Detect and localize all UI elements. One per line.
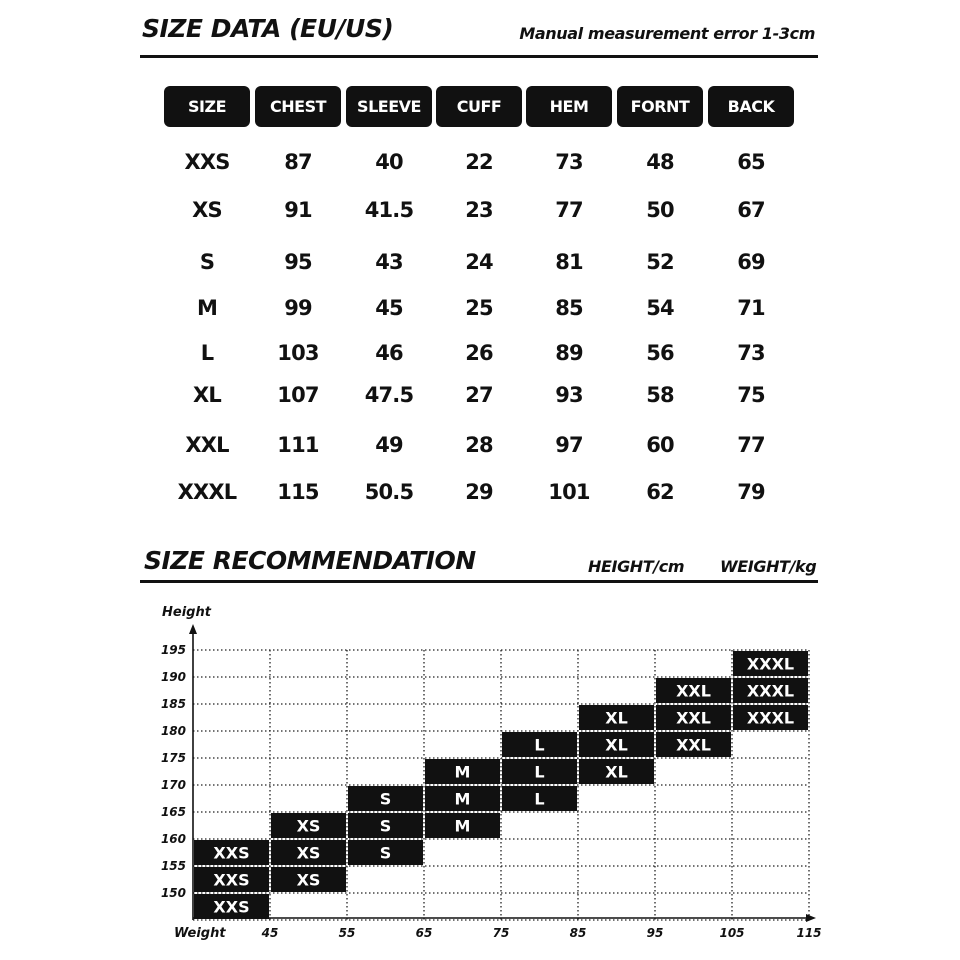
size-cell-label: XL	[605, 735, 628, 755]
measurement-cell: 107	[277, 383, 319, 407]
size-cell-label: M	[454, 816, 471, 836]
size-cell-label: XXL	[676, 708, 711, 728]
size-cell-label: XXS	[213, 870, 250, 890]
x-tick-label: 85	[569, 926, 587, 940]
column-header-chest: CHEST	[255, 86, 341, 127]
y-tick-label: 190	[160, 670, 186, 684]
measurement-cell: 50.5	[364, 480, 414, 504]
size-label-cell: L	[200, 341, 214, 365]
y-tick-label: 160	[160, 832, 186, 846]
size-label-cell: S	[199, 250, 215, 274]
size-cell-label: XXXL	[746, 681, 795, 701]
measurement-cell: 95	[284, 250, 312, 274]
measurement-cell: 111	[277, 433, 319, 457]
size-label-cell: XXL	[185, 433, 229, 457]
size-cell-label: S	[379, 789, 392, 809]
size-cell-label: M	[454, 789, 471, 809]
y-axis-label: Height	[162, 605, 211, 620]
size-cell-label: XXL	[676, 735, 711, 755]
measurement-cell: 79	[737, 480, 765, 504]
measurement-cell: 91	[284, 198, 312, 222]
size-cell-label: S	[379, 843, 392, 863]
measurement-note: Manual measurement error 1-3cm	[519, 24, 815, 43]
column-header-cuff: CUFF	[436, 86, 522, 127]
size-cell-label: M	[454, 762, 471, 782]
measurement-cell: 54	[646, 296, 674, 320]
measurement-cell: 52	[646, 250, 674, 274]
measurement-cell: 75	[737, 383, 765, 407]
size-label-cell: XXXL	[177, 480, 237, 504]
x-axis-arrow	[806, 914, 816, 922]
weight-unit-label: WEIGHT/kg	[720, 557, 817, 576]
size-cell-label: XS	[296, 870, 321, 890]
measurement-cell: 41.5	[364, 198, 414, 222]
x-tick-label: 65	[415, 926, 433, 940]
size-label-cell: XXS	[184, 150, 230, 174]
measurement-cell: 40	[375, 150, 403, 174]
measurement-cell: 103	[277, 341, 319, 365]
x-axis-label: Weight	[174, 926, 226, 941]
size-label-cell: XS	[192, 198, 222, 222]
x-tick-label: 105	[719, 926, 745, 940]
measurement-cell: 60	[646, 433, 674, 457]
measurement-cell: 29	[465, 480, 493, 504]
measurement-cell: 25	[465, 296, 493, 320]
size-cell-label: S	[379, 816, 392, 836]
measurement-cell: 73	[737, 341, 765, 365]
y-tick-label: 165	[160, 805, 186, 819]
measurement-cell: 26	[465, 341, 493, 365]
measurement-cell: 49	[375, 433, 403, 457]
measurement-cell: 97	[555, 433, 583, 457]
y-tick-label: 175	[160, 751, 186, 765]
measurement-cell: 89	[555, 341, 583, 365]
measurement-cell: 27	[465, 383, 493, 407]
x-tick-label: 75	[492, 926, 510, 940]
measurement-cell: 87	[284, 150, 312, 174]
measurement-cell: 47.5	[364, 383, 414, 407]
size-cell-label: XXL	[676, 681, 711, 701]
x-tick-label: 55	[338, 926, 356, 940]
y-tick-label: 150	[160, 886, 186, 900]
measurement-cell: 58	[646, 383, 674, 407]
column-header-sleeve: SLEEVE	[346, 86, 432, 127]
y-tick-label: 185	[160, 697, 186, 711]
size-cell-label: XXXL	[746, 708, 795, 728]
y-tick-label: 155	[160, 859, 186, 873]
measurement-cell: 81	[555, 250, 583, 274]
y-tick-label: 180	[160, 724, 186, 738]
size-data-title: SIZE DATA (EU/US)	[142, 14, 394, 43]
measurement-cell: 48	[646, 150, 674, 174]
height-unit-label: HEIGHT/cm	[588, 557, 685, 576]
measurement-cell: 65	[737, 150, 765, 174]
size-cell-label: XXS	[213, 897, 250, 917]
x-tick-label: 95	[646, 926, 664, 940]
measurement-cell: 77	[555, 198, 583, 222]
measurement-cell: 115	[277, 480, 319, 504]
measurement-cell: 69	[737, 250, 765, 274]
x-tick-label: 115	[796, 926, 822, 940]
y-tick-label: 170	[160, 778, 186, 792]
measurement-cell: 85	[555, 296, 583, 320]
size-label-cell: XL	[193, 383, 221, 407]
size-cell-label: L	[534, 762, 545, 782]
size-cell-label: L	[534, 735, 545, 755]
measurement-cell: 101	[548, 480, 590, 504]
measurement-cell: 62	[646, 480, 674, 504]
size-recommendation-title: SIZE RECOMMENDATION	[144, 546, 476, 575]
size-cell-label: XL	[605, 708, 628, 728]
column-header-back: BACK	[708, 86, 794, 127]
measurement-cell: 45	[375, 296, 403, 320]
column-header-hem: HEM	[526, 86, 612, 127]
measurement-cell: 67	[737, 198, 765, 222]
measurement-cell: 46	[375, 341, 403, 365]
measurement-cell: 93	[555, 383, 583, 407]
measurement-cell: 23	[465, 198, 493, 222]
size-label-cell: M	[196, 296, 218, 320]
measurement-cell: 50	[646, 198, 674, 222]
measurement-cell: 22	[465, 150, 493, 174]
column-header-fornt: FORNT	[617, 86, 703, 127]
y-axis-arrow	[189, 624, 197, 634]
measurement-cell: 73	[555, 150, 583, 174]
size-cell-label: XL	[605, 762, 628, 782]
measurement-cell: 77	[737, 433, 765, 457]
size-cell-label: XS	[296, 843, 321, 863]
measurement-cell: 24	[465, 250, 493, 274]
x-tick-label: 45	[261, 926, 279, 940]
measurement-cell: 28	[465, 433, 493, 457]
measurement-cell: 56	[646, 341, 674, 365]
size-cell-label: XXS	[213, 843, 250, 863]
size-cell-label: XXXL	[746, 654, 795, 674]
size-cell-label: XS	[296, 816, 321, 836]
column-header-size: SIZE	[164, 86, 250, 127]
measurement-cell: 99	[284, 296, 312, 320]
measurement-cell: 43	[375, 250, 403, 274]
size-cell-label: L	[534, 789, 545, 809]
y-tick-label: 195	[160, 643, 186, 657]
measurement-cell: 71	[737, 296, 765, 320]
